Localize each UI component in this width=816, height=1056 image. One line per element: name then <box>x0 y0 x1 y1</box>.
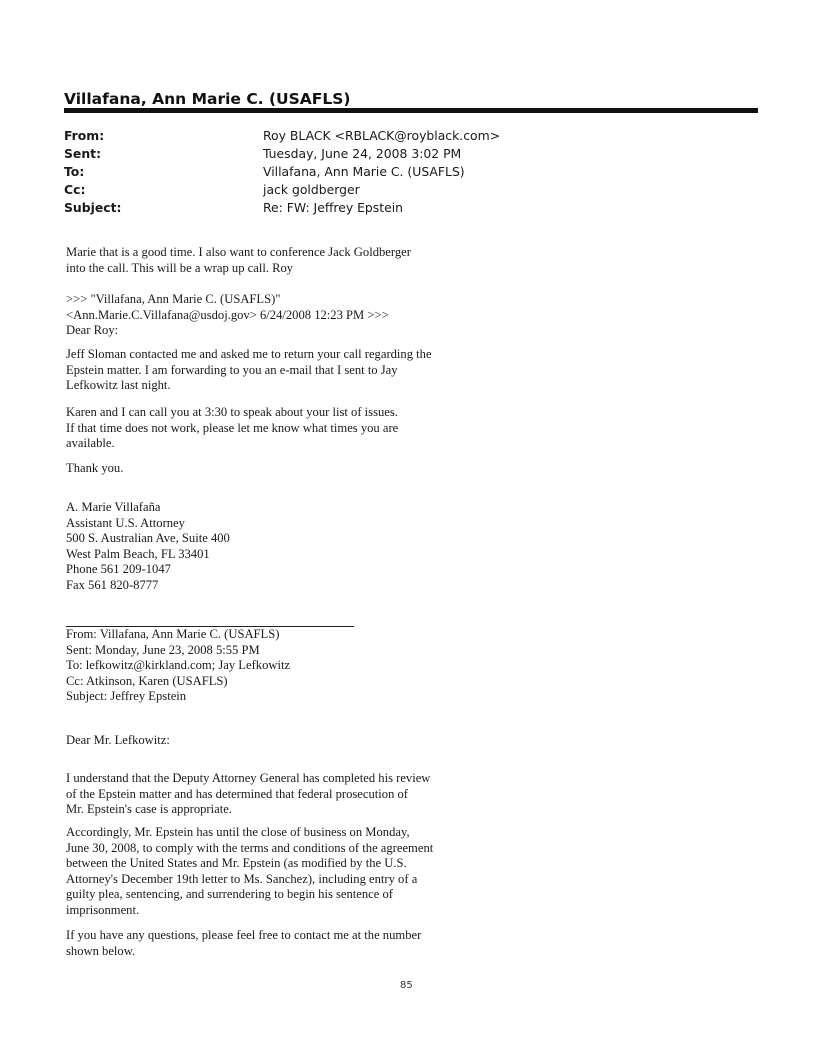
quoted-from-line: >>> "Villafana, Ann Marie C. (USAFLS)" <box>66 292 281 306</box>
forward-to: To: lefkowitz@kirkland.com; Jay Lefkowitz <box>66 658 291 672</box>
forward-sent: Sent: Monday, June 23, 2008 5:55 PM <box>66 642 260 657</box>
forward-cc: Cc: Atkinson, Karen (USAFLS) <box>66 673 228 688</box>
forward-subject: Subject: Jeffrey Epstein <box>66 689 187 703</box>
header-cc <box>64 181 758 199</box>
email-header <box>64 127 758 217</box>
reply-message <box>66 245 411 276</box>
quoted-greeting: Dear Roy: <box>66 323 119 337</box>
subject-value: Re: FW: Jeffrey Epstein <box>263 200 404 215</box>
paragraph-line: Jeff Sloman contacted me and asked me to return your call regarding the <box>66 347 432 361</box>
paragraph-line: June 30, 2008, to comply with the terms and conditions of the agreement <box>66 840 434 855</box>
letter-paragraph-3 <box>66 928 421 959</box>
forward-from: From: Villafana, Ann Marie C. (USAFLS) <box>66 627 280 641</box>
forwarded-header <box>66 627 290 705</box>
reply-line: into the call. This will be a wrap up call. Roy <box>66 260 294 275</box>
reply-line: Marie that is a good time. I also want to conference Jack Goldberger <box>66 245 411 259</box>
from-label: From: <box>64 128 105 143</box>
paragraph-line: Accordingly, Mr. Epstein has until the close of business on Monday, <box>66 825 410 839</box>
paragraph-line: If you have any questions, please feel free to contact me at the number <box>66 928 422 942</box>
paragraph-line: shown below. <box>66 943 136 958</box>
paragraph-line: between the United States and Mr. Epstein (as modified by the U.S. <box>66 856 407 870</box>
paragraph-line: available. <box>66 436 115 450</box>
paragraph-line: I understand that the Deputy Attorney General has completed his review <box>66 771 431 785</box>
cc-value: jack goldberger <box>263 182 360 197</box>
letter-paragraph-2 <box>66 825 433 918</box>
sent-value: Tuesday, June 24, 2008 3:02 PM <box>263 146 462 161</box>
paragraph-line: of the Epstein matter and has determined that federal prosecution of <box>66 786 409 801</box>
page-number: 85 <box>400 980 413 991</box>
thanks-line: Thank you. <box>66 461 124 475</box>
paragraph-line: Lefkowitz last night. <box>66 378 171 392</box>
letter-greeting: Dear Mr. Lefkowitz: <box>66 733 170 747</box>
paragraph-line: Mr. Epstein's case is appropriate. <box>66 802 232 816</box>
email-owner-title: Villafana, Ann Marie C. (USAFLS) <box>64 90 351 108</box>
sent-label: Sent: <box>64 146 102 161</box>
to-label: To: <box>64 164 85 179</box>
paragraph-call-time <box>66 405 398 452</box>
paragraph-line: If that time does not work, please let me know what times you are <box>66 420 399 435</box>
header-subject <box>64 199 758 217</box>
from-value: Roy BLACK <RBLACK@royblack.com> <box>263 128 501 143</box>
signature-address: 500 S. Australian Ave, Suite 400 <box>66 531 230 545</box>
to-value: Villafana, Ann Marie C. (USAFLS) <box>263 164 465 179</box>
subject-label: Subject: <box>64 200 122 215</box>
paragraph-line: Karen and I can call you at 3:30 to speak about your list of issues. <box>66 405 398 419</box>
paragraph-line: guilty plea, sentencing, and surrendering to begin his sentence of <box>66 887 393 901</box>
signature-block <box>66 500 230 593</box>
signature-phone: Phone 561 209-1047 <box>66 562 171 576</box>
paragraph-line: imprisonment. <box>66 902 140 917</box>
quoted-address-line: <Ann.Marie.C.Villafana@usdoj.gov> 6/24/2008 12:23 PM >>> <box>66 307 389 322</box>
cc-label: Cc: <box>64 182 86 197</box>
signature-title: Assistant U.S. Attorney <box>66 515 185 530</box>
signature-city: West Palm Beach, FL 33401 <box>66 546 210 561</box>
header-to <box>64 163 758 181</box>
header-sent <box>64 145 758 163</box>
letter-paragraph-1 <box>66 771 430 818</box>
signature-fax: Fax 561 820-8777 <box>66 577 159 592</box>
quoted-header <box>66 292 389 339</box>
signature-name: A. Marie Villafaña <box>66 500 161 514</box>
title-underline <box>64 108 758 113</box>
paragraph-forwarding <box>66 347 432 394</box>
paragraph-line: Attorney's December 19th letter to Ms. Sanchez), including entry of a <box>66 871 418 886</box>
paragraph-line: Epstein matter. I am forwarding to you an e-mail that I sent to Jay <box>66 362 398 377</box>
header-from <box>64 127 758 145</box>
